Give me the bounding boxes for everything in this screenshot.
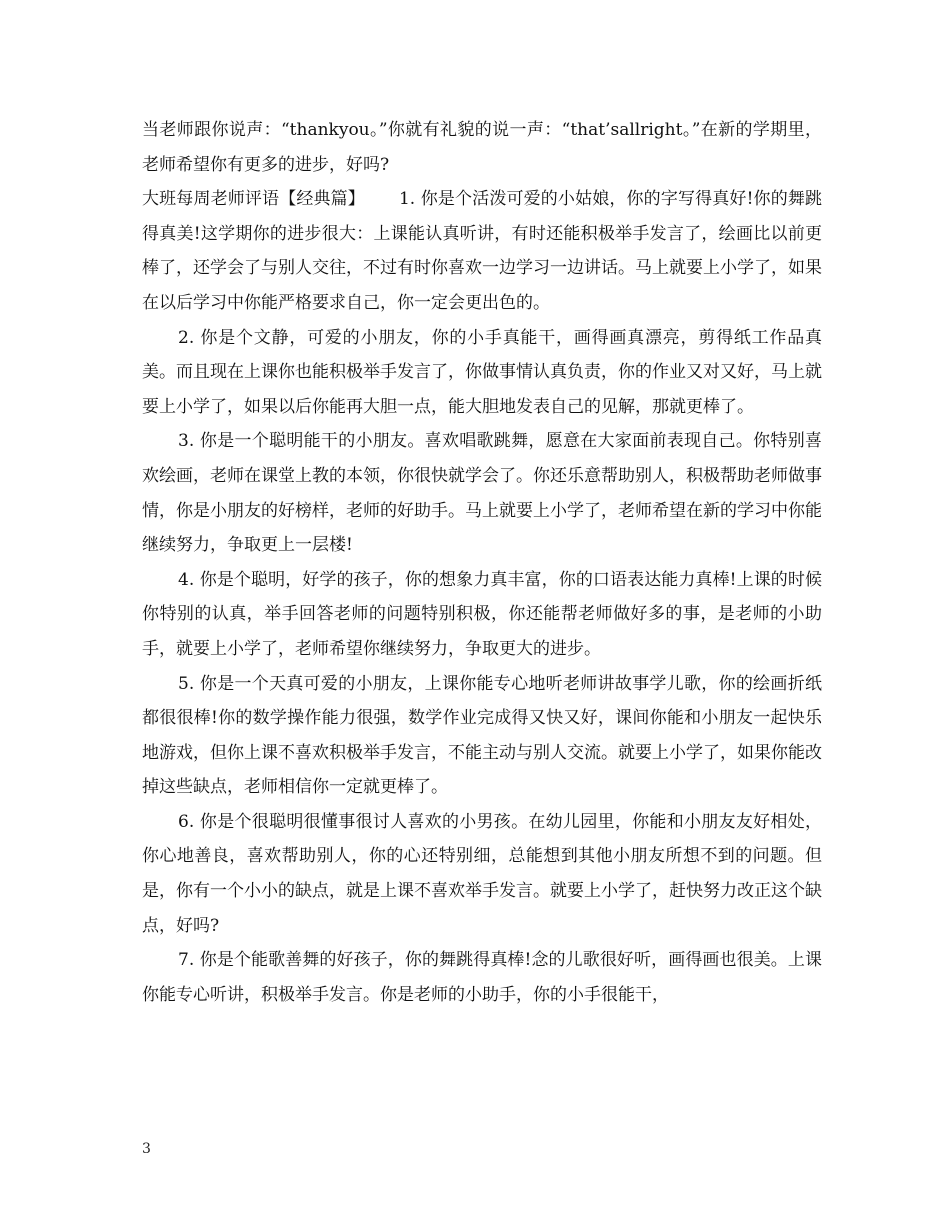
list-item-1: 1. 你是个活泼可爱的小姑娘，你的字写得真好!你的舞跳得真美!这学期你的进步很大：上课能认真听讲，有时还能积极举手发言了，绘画比以前更棒了，还学会了与别人交往，不过有时你喜欢一边学习一边讲话。马上就要上小学了，如果在以后学习中你能严格要求自己，你一定会更出色的。: [142, 189, 822, 313]
list-item-3: 3. 你是一个聪明能干的小朋友。喜欢唱歌跳舞，愿意在大家面前表现自己。你特别喜欢绘画，老师在课堂上教的本领，你很快就学会了。你还乐意帮助别人，积极帮助老师做事情，你是小朋友的好榜样，老师的好助手。马上就要上小学了，老师希望在新的学习中你能继续努力，争取更上一层楼!: [142, 431, 822, 556]
list-item-7: 7. 你是个能歌善舞的好孩子，你的舞跳得真棒!念的儿歌很好听，画得画也很美。上课你能专心听讲，积极举手发言。你是老师的小助手，你的小手很能干，: [142, 950, 822, 1005]
list-item-2: 2. 你是个文静，可爱的小朋友，你的小手真能干，画得画真漂亮，剪得纸工作品真美。而且现在上课你也能积极举手发言了，你做事情认真负责，你的作业又对又好，马上就要上小学了，如果以后你能再大胆一点，能大胆地发表自己的见解，那就更棒了。: [142, 327, 822, 417]
document-body: [142, 113, 822, 1012]
section-paragraph: [142, 182, 822, 320]
page-number: 3: [142, 1141, 151, 1157]
section-heading: 大班每周老师评语【经典篇】: [142, 189, 365, 210]
list-item-6: 6. 你是个很聪明很懂事很讨人喜欢的小男孩。在幼儿园里，你能和小朋友友好相处，你心地善良，喜欢帮助别人，你的心还特别细，总能想到其他小朋友所想不到的问题。但是，你有一个小小的缺点，就是上课不喜欢举手发言。就要上小学了，赶快努力改正这个缺点，好吗?: [142, 811, 822, 936]
list-item-5: 5. 你是一个天真可爱的小朋友，上课你能专心地听老师讲故事学儿歌，你的绘画折纸都很很棒!你的数学操作能力很强，数学作业完成得又快又好，课间你能和小朋友一起快乐地游戏，但你上课不喜欢积极举手发言，不能主动与别人交流。就要上小学了，如果你能改掉这些缺点，老师相信你一定就更棒了。: [142, 673, 822, 798]
list-item-4: 4. 你是个聪明，好学的孩子，你的想象力真丰富，你的口语表达能力真棒!上课的时候你特别的认真，举手回答老师的问题特别积极，你还能帮老师做好多的事，是老师的小助手，就要上小学了，老师希望你继续努力，争取更大的进步。: [142, 569, 822, 659]
intro-paragraph: 当老师跟你说声：“thankyou。”你就有礼貌的说一声：“that’sallright。”在新的学期里，老师希望你有更多的进步，好吗?: [142, 120, 822, 175]
